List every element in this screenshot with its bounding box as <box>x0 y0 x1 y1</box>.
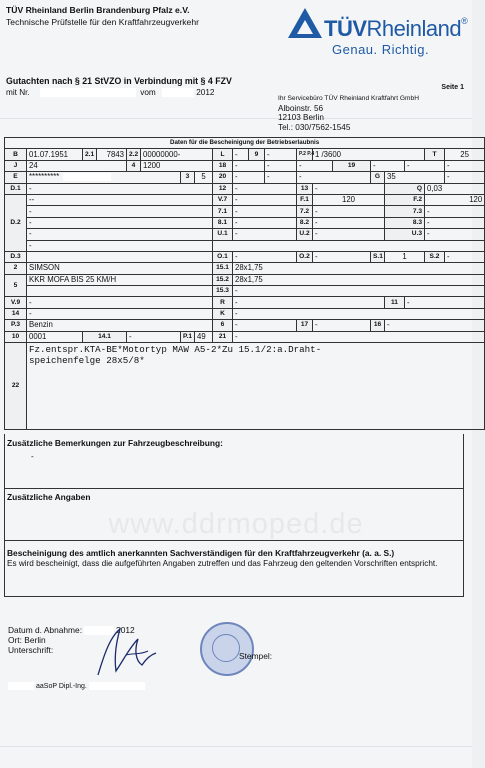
field-key: B <box>5 149 27 160</box>
field-value: - <box>27 229 213 240</box>
field-key: 21 <box>213 331 233 342</box>
table-row <box>5 206 485 217</box>
field-value: - <box>425 229 485 240</box>
field-value: - <box>27 308 213 319</box>
field-key: 8.3 <box>385 217 425 228</box>
document-title: Gutachten nach § 21 StVZO in Verbindung mit § 4 FZV <box>6 76 232 86</box>
field-key: D.3 <box>5 251 27 262</box>
field-key: 19 <box>333 160 371 171</box>
redacted-field <box>40 88 136 97</box>
vehicle-data-table <box>4 137 485 430</box>
field-value: - <box>233 217 297 228</box>
field-key: 6 <box>213 320 233 331</box>
field-value: - <box>233 172 265 183</box>
table-row <box>5 320 485 331</box>
field-value: 0001 <box>27 331 83 342</box>
field-key: O.2 <box>297 251 313 262</box>
field-key: E <box>5 172 27 183</box>
field-key: U.2 <box>297 229 313 240</box>
field-key: 14 <box>5 308 27 319</box>
field-value: - <box>233 229 297 240</box>
field-key: V.9 <box>5 297 27 308</box>
field-value: 24 <box>27 160 127 171</box>
field-value: 49 <box>195 331 213 342</box>
field-value: 35 <box>385 172 445 183</box>
field-value: 0,03 <box>425 183 485 194</box>
table-row <box>5 251 485 262</box>
field-value: - <box>265 172 297 183</box>
field-key: F.1 <box>297 194 313 205</box>
field-value: - <box>405 297 485 308</box>
field-key: J <box>5 160 27 171</box>
field-value: - <box>265 149 297 160</box>
field-value: 28x1,75 <box>233 263 485 274</box>
field-value: - <box>371 160 405 171</box>
tuv-logo <box>288 6 468 60</box>
field-key: 15.3 <box>213 286 233 297</box>
field-key: 7.2 <box>297 206 313 217</box>
section-additional-remarks <box>4 434 464 489</box>
issuer-header <box>6 4 199 28</box>
section-title: Bescheinigung des amtlich anerkannten Sachverständigen für den Kraftfahrzeugverkehr (a. a. S.) <box>7 548 395 558</box>
field-value: - <box>233 206 297 217</box>
field-value: - <box>313 217 385 228</box>
field-key: U.1 <box>213 229 233 240</box>
official-stamp-icon <box>200 622 254 676</box>
field-value: KKR MOFA BIS 25 KM/H <box>27 274 213 285</box>
office-street: Alboinstr. 56 <box>278 103 324 113</box>
field-value: - <box>233 149 249 160</box>
field-value: - <box>425 217 485 228</box>
field-value: Benzin <box>27 320 213 331</box>
field-value: - <box>385 320 485 331</box>
field-value: - <box>27 217 213 228</box>
field-key: 16 <box>371 320 385 331</box>
field-value: - <box>233 320 297 331</box>
field-key: 22 <box>5 343 27 430</box>
field-value: - <box>27 206 213 217</box>
field-key: L <box>213 149 233 160</box>
field-key: 2.2 <box>127 149 141 160</box>
field-key: 14.1 <box>83 331 127 342</box>
field-value: - <box>445 251 485 262</box>
field-key: P.2 P.4 <box>297 149 313 160</box>
field-key: S.1 <box>371 251 385 262</box>
field-value <box>27 172 181 183</box>
certification-text: Es wird bescheinigt, dass die aufgeführten Angaben zutreffen und das Fahrzeug den geltenden Vorschriften entspricht. <box>7 559 438 568</box>
field-value: 00000000- <box>141 149 213 160</box>
field-value: - <box>445 172 485 183</box>
table-row <box>5 160 485 171</box>
field-value: - <box>313 320 371 331</box>
table-title: Daten für die Bescheinigung der Betriebserlaubnis <box>5 138 485 149</box>
report-year: 2012 <box>196 88 215 97</box>
table-row <box>5 274 485 285</box>
field-key: 10 <box>5 331 27 342</box>
field-key: F.2 <box>385 194 425 205</box>
stamp-label: Stempel: <box>239 651 273 661</box>
field-value: - <box>27 297 213 308</box>
field-value: SIMSON <box>27 263 213 274</box>
field-value: - <box>313 206 385 217</box>
page-number: Seite 1 <box>441 84 464 91</box>
field-key: 7.3 <box>385 206 425 217</box>
field-key: 8.1 <box>213 217 233 228</box>
field-value: - <box>265 160 297 171</box>
field-key: D.2 <box>5 194 27 251</box>
field-key: D.1 <box>5 183 27 194</box>
field-value: 1 /3600 <box>313 149 425 160</box>
field-key: 2 <box>5 263 27 274</box>
field-key: 11 <box>385 297 405 308</box>
field-value: 28x1,75 <box>233 274 485 285</box>
vin-masked: ********** <box>29 172 60 182</box>
office-city: 12103 Berlin <box>278 113 324 122</box>
field-value <box>27 343 485 430</box>
field-key: 15.2 <box>213 274 233 285</box>
service-office-address <box>278 94 419 132</box>
section-certification <box>4 540 464 597</box>
examiner-line <box>8 682 145 690</box>
field-value: - <box>425 206 485 217</box>
field-value: - <box>233 286 485 297</box>
field-key: O.1 <box>213 251 233 262</box>
field-value: - <box>445 160 485 171</box>
inspection-date-label: Datum d. Abnahme: <box>8 625 83 635</box>
table-row <box>5 217 485 228</box>
field-key: P.1 <box>181 331 195 342</box>
redacted-field <box>63 173 111 181</box>
empty-cell <box>213 240 485 251</box>
logo-registered-mark: ® <box>461 16 468 26</box>
tuv-triangle-inner <box>297 20 313 34</box>
field-value: - <box>297 172 371 183</box>
field-value: - <box>233 308 485 319</box>
table-row <box>5 343 485 430</box>
field-key: 7.1 <box>213 206 233 217</box>
logo-wordmark-rest: Rheinland <box>366 16 462 41</box>
field-value: - <box>233 194 297 205</box>
field-value <box>27 251 213 262</box>
field-value: - <box>233 297 385 308</box>
field-key: 13 <box>297 183 313 194</box>
office-phone: Tel.: 030/7562-1545 <box>278 122 351 132</box>
inspection-year: 2012 <box>116 625 135 635</box>
field-key: 9 <box>249 149 265 160</box>
report-date-label: vom <box>140 88 156 97</box>
field-key: S.2 <box>425 251 445 262</box>
redacted-field <box>162 88 194 97</box>
field-value: -- <box>27 194 213 205</box>
field-value: 120 <box>313 194 385 205</box>
issuer-name: TÜV Rheinland Berlin Brandenburg Pfalz e.V. <box>6 5 190 15</box>
field-value: - <box>233 331 485 342</box>
field-key: P.3 <box>5 320 27 331</box>
inspection-place: Ort: Berlin <box>8 635 46 646</box>
empty-cell <box>27 286 213 297</box>
field-key: R <box>213 297 233 308</box>
table-row <box>5 263 485 274</box>
office-name: Ihr Servicebüro TÜV Rheinland Kraftfahrt GmbH <box>278 95 419 102</box>
field-value: 120 <box>425 194 485 205</box>
field-value: 01.07.1951 <box>27 149 83 160</box>
field-value: - <box>313 183 385 194</box>
table-row <box>5 286 485 297</box>
table-row <box>5 138 485 149</box>
field-key: 15.1 <box>213 263 233 274</box>
examiner-title: aaSoP Dipl.-Ing. <box>36 682 87 690</box>
field-key: T <box>425 149 445 160</box>
field-key: 18 <box>213 160 233 171</box>
field-key: 5 <box>5 274 27 297</box>
table-row <box>5 308 485 319</box>
field-value: - <box>297 160 333 171</box>
field-key: 20 <box>213 172 233 183</box>
logo-wordmark-bold: TÜV <box>324 16 367 41</box>
field-value: - <box>233 183 297 194</box>
table-row <box>5 229 485 240</box>
vehicle-remark: Fz.entspr.KTA-BE*Motortyp MAW A5-2*Zu 15.1/2:a.Draht- speichenfelge 28x5/8* <box>29 344 322 366</box>
field-key: Q <box>385 183 425 194</box>
field-key: G <box>371 172 385 183</box>
field-value: - <box>27 183 213 194</box>
section-title: Zusätzliche Angaben <box>7 492 91 502</box>
field-value: - <box>313 229 385 240</box>
divider <box>0 746 472 747</box>
field-key: 8.2 <box>297 217 313 228</box>
section-title: Zusätzliche Bemerkungen zur Fahrzeugbeschreibung: <box>7 438 223 448</box>
section-value: - <box>31 452 34 461</box>
field-key: K <box>213 308 233 319</box>
field-value: 25 <box>445 149 485 160</box>
report-number-line <box>6 88 214 97</box>
table-row <box>5 194 485 205</box>
field-key: 3 <box>181 172 195 183</box>
redacted-field <box>8 682 34 690</box>
issuer-department: Technische Prüfstelle für den Kraftfahrzeugverkehr <box>6 17 199 27</box>
table-row <box>5 149 485 160</box>
signature-icon <box>90 625 160 680</box>
field-key: V.7 <box>213 194 233 205</box>
field-key: 17 <box>297 320 313 331</box>
watermark: www.ddrmoped.de <box>108 508 364 540</box>
table-row <box>5 331 485 342</box>
field-value: - <box>233 251 297 262</box>
field-key: U.3 <box>385 229 425 240</box>
field-value: - <box>233 160 265 171</box>
stamp-inner-ring <box>212 634 240 662</box>
field-value: - <box>405 160 445 171</box>
table-row <box>5 183 485 194</box>
field-value: 5 <box>195 172 213 183</box>
field-value: 1200 <box>141 160 213 171</box>
field-value: - <box>313 251 371 262</box>
table-row <box>5 172 485 183</box>
table-row <box>5 240 485 251</box>
field-value: 7843 <box>97 149 127 160</box>
redacted-field <box>89 682 145 690</box>
field-key: 12 <box>213 183 233 194</box>
field-key: 2.1 <box>83 149 97 160</box>
field-value: - <box>127 331 181 342</box>
field-value: - <box>27 240 213 251</box>
field-key: 4 <box>127 160 141 171</box>
logo-tagline: Genau. Richtig. <box>332 42 430 57</box>
logo-wordmark <box>324 16 467 42</box>
table-row <box>5 297 485 308</box>
signature-label: Unterschrift: <box>8 645 54 656</box>
field-value: 1 <box>385 251 425 262</box>
report-number-label: mit Nr. <box>6 88 30 97</box>
